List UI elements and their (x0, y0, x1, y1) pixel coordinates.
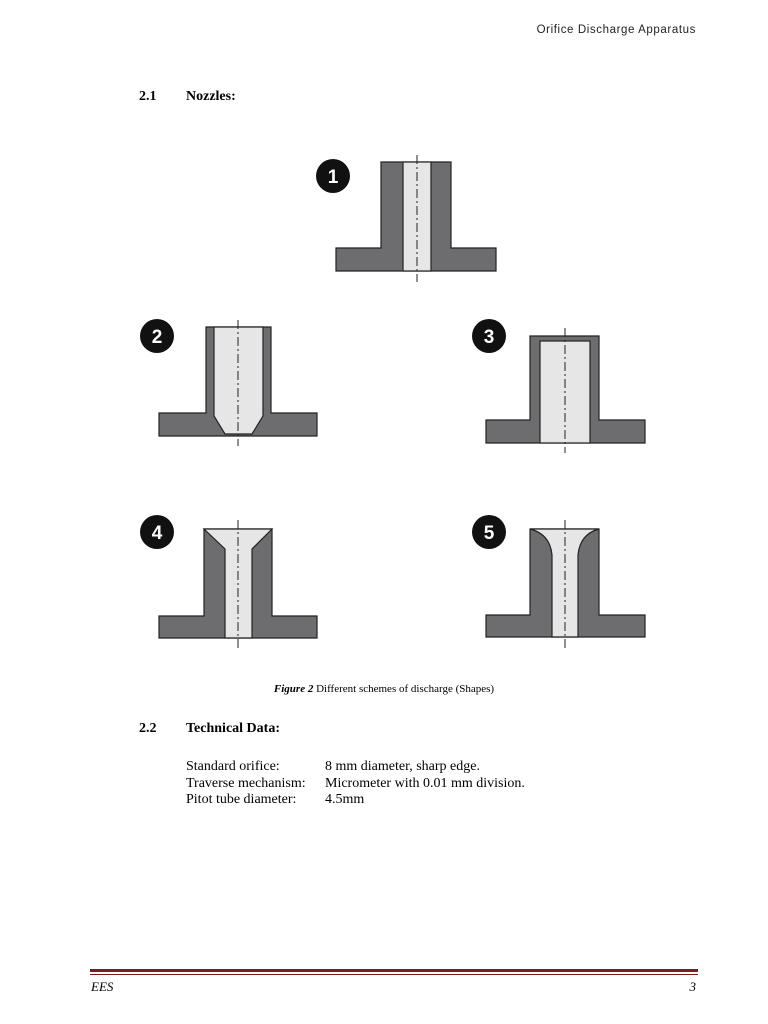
header-title: Orifice Discharge Apparatus (536, 24, 696, 36)
tech-value: 8 mm diameter, sharp edge. (325, 759, 480, 774)
nozzle-4-drawing (140, 515, 317, 650)
footer-rule (90, 969, 698, 975)
badge-2-label: 2 (151, 327, 163, 348)
page-number: 3 (689, 979, 696, 994)
tech-key: Standard orifice: (186, 759, 280, 774)
nozzle-5-drawing (472, 515, 645, 650)
badge-4-label: 4 (151, 523, 163, 544)
technical-data-table (186, 759, 525, 809)
badge-1-label: 1 (327, 167, 339, 188)
tech-value: 4.5mm (325, 792, 365, 807)
tech-row (186, 776, 525, 793)
badge-3-label: 3 (483, 327, 495, 348)
section-number: 2.1 (139, 89, 157, 104)
tech-row (186, 792, 525, 809)
section-number: 2.2 (139, 721, 157, 736)
footer-label: EES (91, 979, 114, 994)
figure-caption (0, 683, 768, 695)
nozzle-diagram (140, 150, 650, 650)
section-heading-nozzles (139, 89, 236, 105)
nozzle-2-drawing (140, 319, 317, 446)
section-heading-technical-data (139, 721, 280, 737)
caption-text: Different schemes of discharge (Shapes) (316, 683, 495, 695)
tech-value: Micrometer with 0.01 mm division. (325, 775, 525, 791)
nozzle-3-drawing (472, 319, 645, 453)
tech-key: Traverse mechanism: (186, 775, 306, 791)
nozzle-figure (140, 150, 650, 650)
tech-key: Pitot tube diameter: (186, 792, 297, 807)
badge-5-label: 5 (483, 523, 495, 544)
section-title: Technical Data: (186, 721, 280, 736)
caption-label: Figure 2 (273, 683, 314, 695)
nozzle-1-drawing (316, 155, 496, 282)
section-title: Nozzles: (186, 89, 236, 104)
tech-row (186, 759, 525, 776)
